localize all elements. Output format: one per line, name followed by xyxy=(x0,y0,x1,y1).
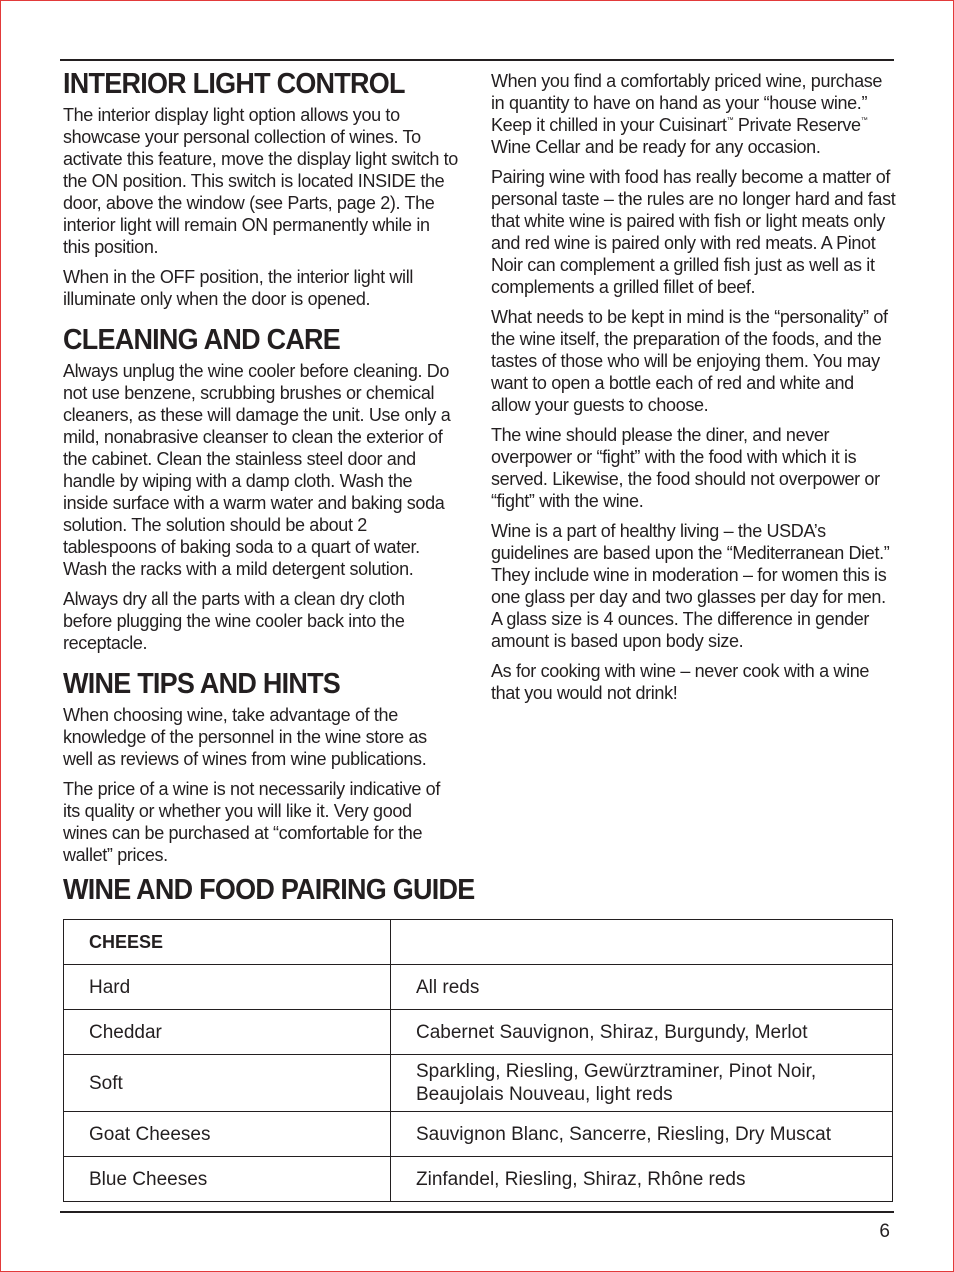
table-row xyxy=(64,1010,893,1055)
interior-light-paragraph-2: When in the OFF position, the interior light will illuminate only when the door is opened. xyxy=(63,267,414,309)
table-row xyxy=(64,1055,893,1112)
table-header-row xyxy=(64,920,893,965)
private-reserve-text: Private Reserve xyxy=(733,115,861,135)
wine-cell: Sparkling, Riesling, Gewürztraminer, Pinot Noir, Beaujolais Nouveau, light reds xyxy=(391,1055,893,1112)
cleaning-heading: CLEANING AND CARE xyxy=(63,324,341,356)
right-column xyxy=(491,70,896,712)
pairing-table xyxy=(63,919,893,1202)
food-cell: Blue Cheeses xyxy=(64,1157,391,1202)
house-wine-text: When you find a comfortably priced wine, purchase in quantity to have on hand as your “house wine.” Keep it chilled in your Cuisinart xyxy=(491,71,883,135)
food-cell: Hard xyxy=(64,965,391,1010)
wine-tips-paragraph-1: When choosing wine, take advantage of the knowledge of the personnel in the wine store as well as reviews of wines from wine publications. xyxy=(63,705,427,769)
table-row xyxy=(64,965,893,1010)
wine-tips-paragraph-7: Wine is a part of healthy living – the USDA’s guidelines are based upon the “Mediterranean Diet.” They include wine in moderation – for women this is one glass per day and two glasses per day for men. A glass size is 4 ounces. The difference in gender amount is based upon body size. xyxy=(491,521,890,651)
wine-tips-paragraph-3 xyxy=(491,70,896,158)
wine-tips-paragraph-2: The price of a wine is not necessarily indicative of its quality or whether you will like it. Very good wines can be purchased at “comfortable for the wallet” prices. xyxy=(63,779,440,865)
wine-tips-heading: WINE TIPS AND HINTS xyxy=(63,668,341,700)
food-cell: Goat Cheeses xyxy=(64,1112,391,1157)
interior-light-heading: INTERIOR LIGHT CONTROL xyxy=(63,68,405,100)
pairing-guide-heading: WINE AND FOOD PAIRING GUIDE xyxy=(63,874,475,906)
wine-tips-paragraph-8: As for cooking with wine – never cook with a wine that you would not drink! xyxy=(491,661,870,703)
wine-cell: Sauvignon Blanc, Sancerre, Riesling, Dry Muscat xyxy=(391,1112,893,1157)
table-row xyxy=(64,1157,893,1202)
wine-cell: All reds xyxy=(391,965,893,1010)
header-cell-empty xyxy=(391,920,893,965)
food-cell: Cheddar xyxy=(64,1010,391,1055)
header-cell-cheese: CHEESE xyxy=(64,920,391,965)
wine-tips-paragraph-5: What needs to be kept in mind is the “personality” of the wine itself, the preparation of the foods, and the tastes of those who will be enjoying them. You may want to open a bottle each of red and white and allow your guests to choose. xyxy=(491,307,888,415)
wine-tips-paragraph-4: Pairing wine with food has really become a matter of personal taste – the rules are no longer hard and fast that white wine is paired with fish or light meats only and red wine is paired only with red meats. A Pinot Noir can complement a grilled fish just as well as it complements a grilled fillet of beef. xyxy=(491,167,896,297)
top-rule xyxy=(60,59,894,61)
cleaning-paragraph-2: Always dry all the parts with a clean dry cloth before plugging the wine cooler back into the receptacle. xyxy=(63,589,405,653)
trademark-mark: ™ xyxy=(726,117,734,124)
bottom-rule xyxy=(60,1211,894,1213)
page-number: 6 xyxy=(879,1221,890,1242)
food-cell: Soft xyxy=(64,1055,391,1112)
wine-cell: Cabernet Sauvignon, Shiraz, Burgundy, Merlot xyxy=(391,1010,893,1055)
wine-cell: Zinfandel, Riesling, Shiraz, Rhône reds xyxy=(391,1157,893,1202)
wine-cellar-text: Wine Cellar and be ready for any occasion. xyxy=(491,137,821,157)
left-column xyxy=(63,64,458,874)
wine-tips-paragraph-6: The wine should please the diner, and never overpower or “fight” with the food with which it is served. Likewise, the food should not overpower or “fight” with the wine. xyxy=(491,425,880,511)
trademark-mark: ™ xyxy=(860,117,868,124)
interior-light-paragraph-1: The interior display light option allows you to showcase your personal collection of wines. To activate this feature, move the display light switch to the ON position. This switch is located INSIDE the door, above the window (see Parts, page 2). The interior light will remain ON permanently while in this position. xyxy=(63,105,458,257)
cleaning-paragraph-1: Always unplug the wine cooler before cleaning. Do not use benzene, scrubbing brushes or chemical cleaners, as these will damage the unit. Use only a mild, nonabrasive cleanser to clean the exterior of the cabinet. Clean the stainless steel door and handle by wiping with a damp cloth. Wash the inside surface with a warm water and baking soda solution. The solution should be about 2 tablespoons of baking soda to a quart of water. Wash the racks with a mild detergent solution. xyxy=(63,361,451,579)
table-row xyxy=(64,1112,893,1157)
